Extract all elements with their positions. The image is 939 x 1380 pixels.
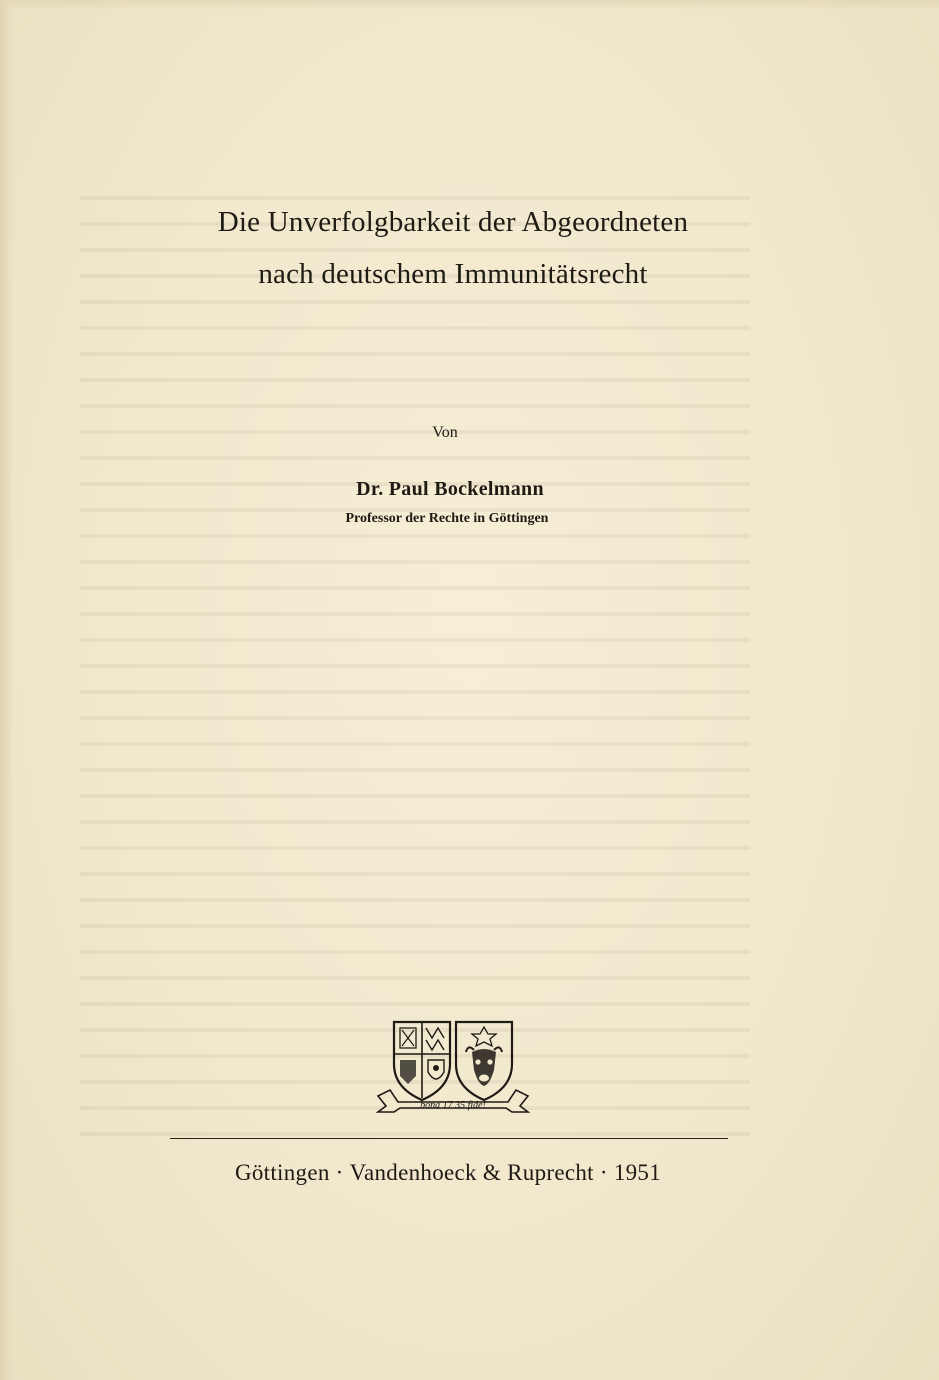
horizontal-rule <box>170 1138 728 1139</box>
imprint-separator: · <box>335 1160 344 1185</box>
publisher-crest-icon <box>372 1014 534 1114</box>
bleed-through-texture <box>80 180 750 1140</box>
imprint-line <box>0 1160 896 1186</box>
author-affiliation: Professor der Rechte in Göttingen <box>345 511 549 526</box>
imprint-separator: · <box>599 1160 608 1185</box>
imprint-year: 1951 <box>613 1160 662 1185</box>
title-line-2: nach deutschem Immunitätsrecht <box>258 258 648 290</box>
imprint-publisher: Vandenhoeck & Ruprecht <box>349 1160 594 1185</box>
title-line-1: Die Unverfolgbarkeit der Abgeordneten <box>217 206 689 238</box>
imprint-place: Göttingen <box>234 1160 330 1185</box>
crest-motto: bona 17 35 fide! <box>420 1100 486 1111</box>
by-label: Von <box>432 424 458 441</box>
paper-edge-top <box>0 0 939 10</box>
author-name: Dr. Paul Bockelmann <box>356 478 544 500</box>
